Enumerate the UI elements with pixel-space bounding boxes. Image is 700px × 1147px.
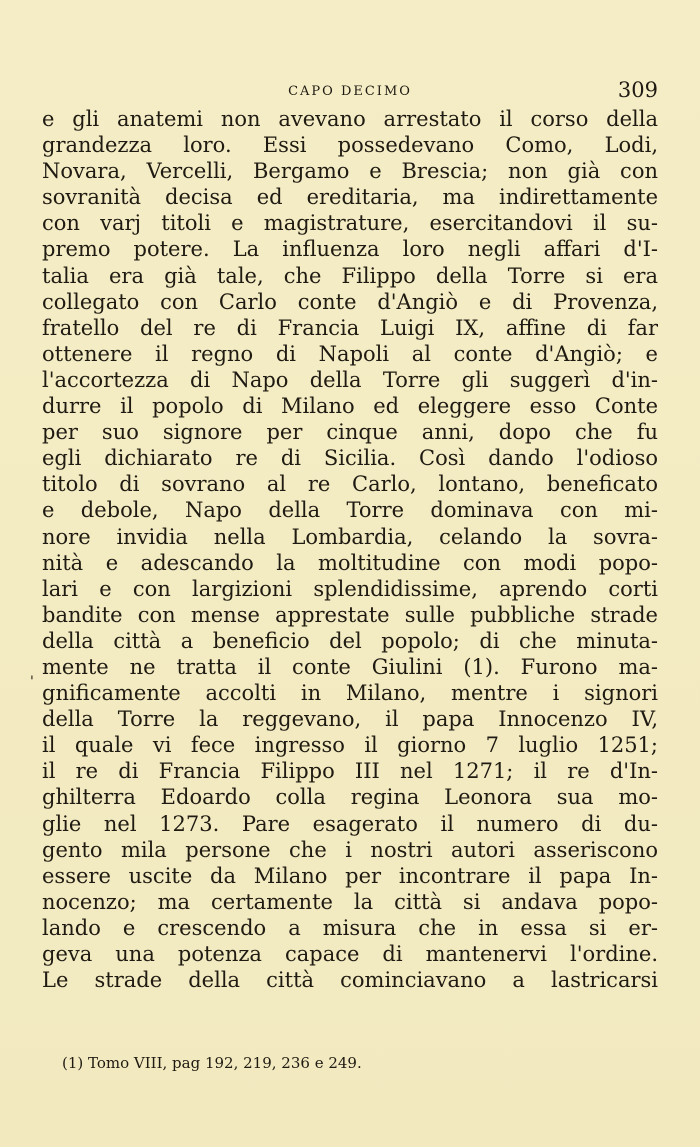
text-line: premo potere. La influenza loro negli affari d'I- xyxy=(42,237,658,262)
text-line: l'accortezza di Napo della Torre gli suggerì d'in- xyxy=(42,367,658,392)
text-line: essere uscite da Milano per incontrare il papa In- xyxy=(42,863,658,888)
footnote: (1) Tomo VIII, pag 192, 219, 236 e 249. xyxy=(62,1054,362,1072)
text-line: della Torre la reggevano, il papa Innocenzo IV, xyxy=(42,707,658,732)
page-number: 309 xyxy=(617,78,658,102)
margin-mark: ' xyxy=(30,674,34,690)
text-line: della città a beneficio del popolo; di che minuta- xyxy=(42,628,658,653)
text-line: e gli anatemi non avevano arrestato il corso della xyxy=(42,107,658,131)
text-line: titolo di sovrano al re Carlo, lontano, beneficato xyxy=(42,472,658,497)
text-line: sovranità decisa ed ereditaria, ma indirettamente xyxy=(42,185,658,210)
text-line: geva una potenza capace di mantenervi l'ordine. xyxy=(42,942,658,966)
body-text xyxy=(42,106,658,993)
running-title: CAPO DECIMO xyxy=(288,84,412,99)
text-line: e debole, Napo della Torre dominava con mi- xyxy=(42,498,658,523)
text-line: grandezza loro. Essi possedevano Como, Lodi, xyxy=(42,133,658,158)
text-line: bandite con mense apprestate sulle pubbliche strade xyxy=(42,602,658,627)
text-line: egli dichiarato re di Sicilia. Così dando l'odioso xyxy=(42,446,658,471)
text-line: per suo signore per cinque anni, dopo che fu xyxy=(42,420,658,445)
text-line: collegato con Carlo conte d'Angiò e di Provenza, xyxy=(42,289,658,314)
text-line: il re di Francia Filippo III nel 1271; il re d'In- xyxy=(42,759,658,784)
text-line: durre il popolo di Milano ed eleggere esso Conte xyxy=(42,394,658,419)
text-line: Novara, Vercelli, Bergamo e Brescia; non già con xyxy=(42,159,658,184)
text-line: il quale vi fece ingresso il giorno 7 luglio 1251; xyxy=(42,733,658,758)
text-line: lari e con largizioni splendidissime, aprendo corti xyxy=(42,576,658,601)
text-line: lando e crescendo a misura che in essa si er- xyxy=(42,915,658,940)
text-line: nocenzo; ma certamente la città si andava popo- xyxy=(42,889,658,914)
text-line: con varj titoli e magistrature, esercitandovi il su- xyxy=(42,211,658,236)
text-line: mente ne tratta il conte Giulini (1). Furono ma- xyxy=(42,654,658,679)
text-line: fratello del re di Francia Luigi IX, affine di far xyxy=(42,315,658,340)
text-line: gnificamente accolti in Milano, mentre i signori xyxy=(42,681,658,706)
text-line: nità e adescando la moltitudine con modi popo- xyxy=(42,550,658,575)
text-line: talia era già tale, che Filippo della Torre si era xyxy=(42,263,658,288)
text-line: ottenere il regno di Napoli al conte d'Angiò; e xyxy=(42,341,658,366)
running-head xyxy=(42,78,658,108)
text-line: gento mila persone che i nostri autori asseriscono xyxy=(42,837,658,862)
text-line: ghilterra Edoardo colla regina Leonora sua mo- xyxy=(42,785,658,810)
text-line: Le strade della città cominciavano a lastricarsi xyxy=(42,968,658,993)
text-line: nore invidia nella Lombardia, celando la sovra- xyxy=(42,524,658,549)
text-line: glie nel 1273. Pare esagerato il numero di du- xyxy=(42,811,658,836)
